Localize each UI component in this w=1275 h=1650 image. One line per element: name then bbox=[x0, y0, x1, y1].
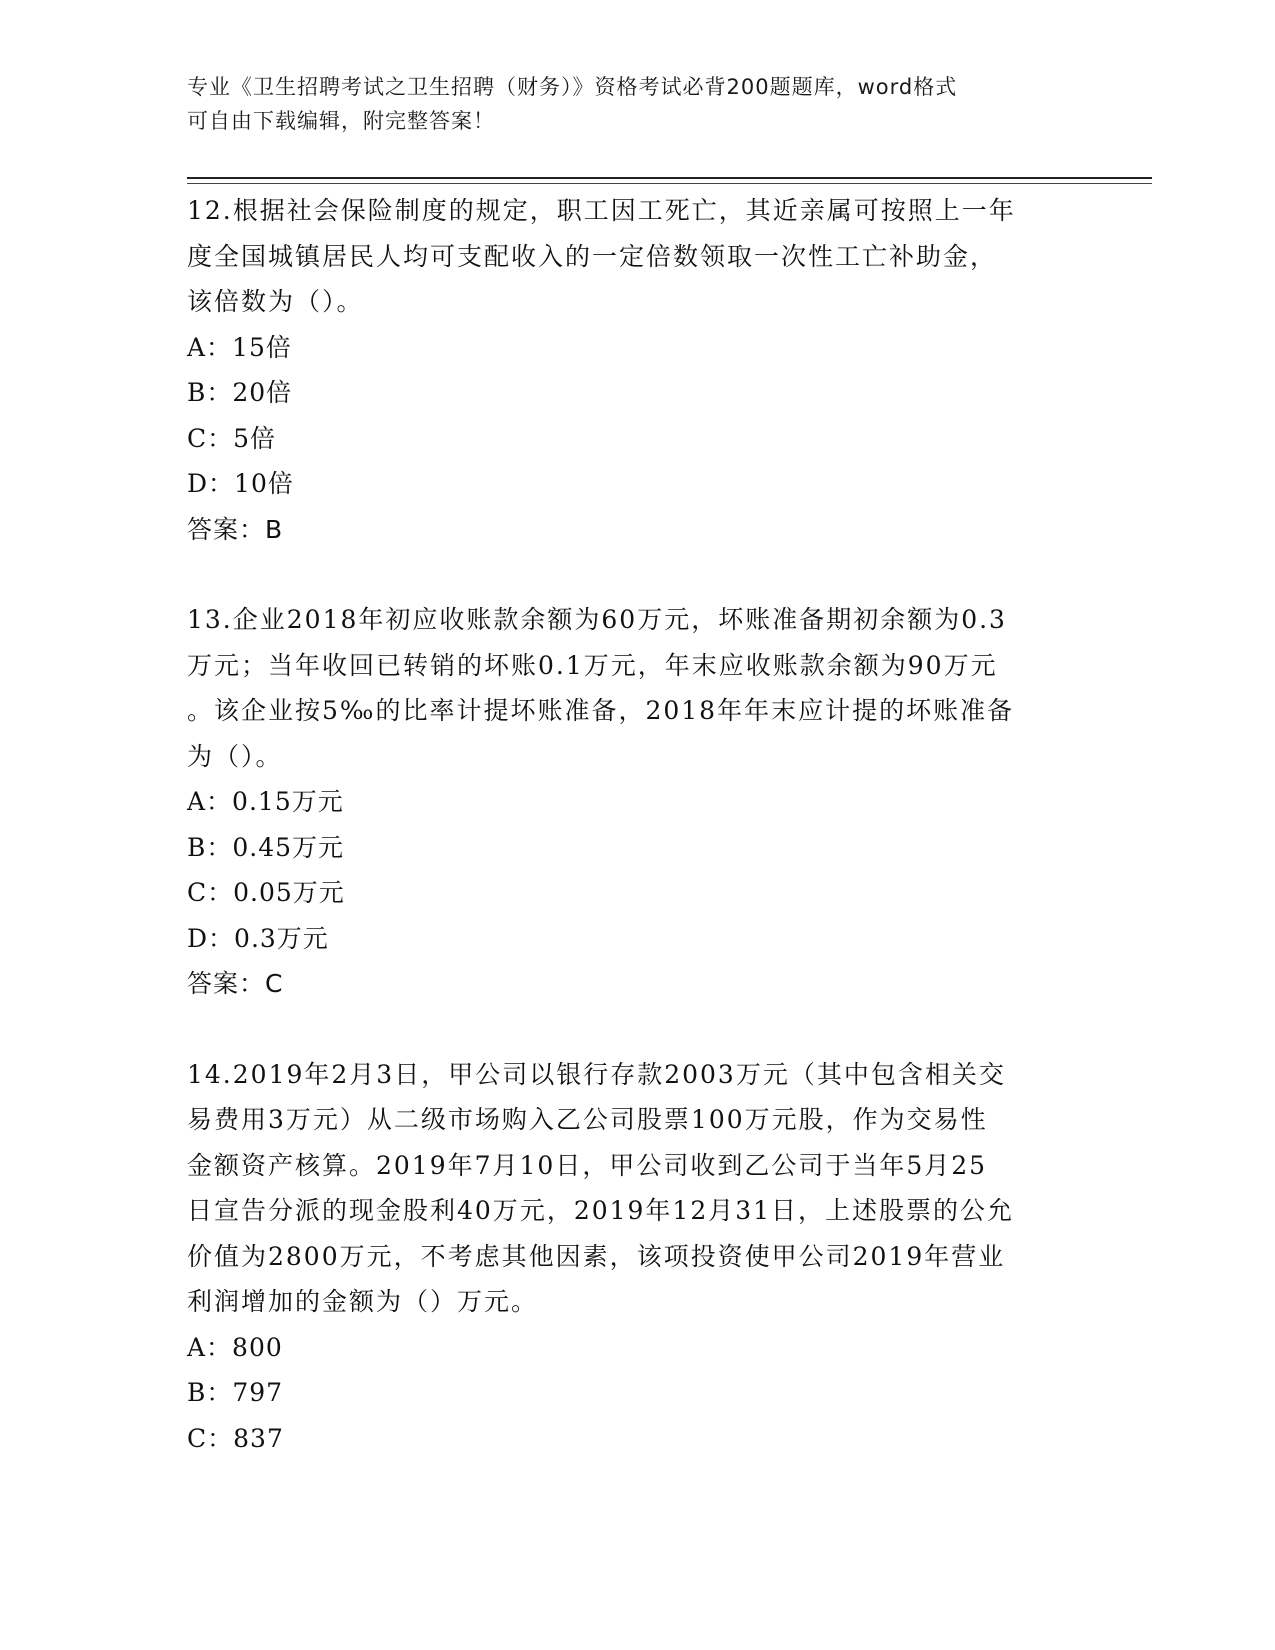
answer-label: 答案：C bbox=[187, 969, 284, 998]
question-text-line: 利润增加的金额为（）万元。 bbox=[187, 1287, 539, 1316]
question-text-line: 该倍数为（）。 bbox=[187, 287, 364, 316]
header-divider-thick bbox=[187, 177, 1152, 179]
question-text-line: 13.企业2018年初应收账款余额为60万元，坏账准备期初余额为0.3 bbox=[187, 605, 1007, 634]
option-b: B：0.45万元 bbox=[187, 832, 345, 862]
header-line: 专业《卫生招聘考试之卫生招聘（财务）》资格考试必背200题题库，word格式 bbox=[187, 75, 958, 99]
option-d: D：0.3万元 bbox=[187, 923, 329, 953]
question-text-line: 12.根据社会保险制度的规定，职工因工死亡，其近亲属可按照上一年 bbox=[187, 196, 1016, 225]
question-text-line: 度全国城镇居民人均可支配收入的一定倍数领取一次性工亡补助金， bbox=[187, 241, 998, 271]
option-a: A：0.15万元 bbox=[187, 787, 344, 816]
question-text-line: 日宣告分派的现金股利40万元，2019年12月31日，上述股票的公允 bbox=[187, 1196, 1015, 1225]
question-text-line: 。该企业按5‰的比率计提坏账准备，2018年年末应计提的坏账准备 bbox=[187, 696, 1015, 725]
option-a: A：15倍 bbox=[187, 332, 292, 362]
option-c: C：5倍 bbox=[187, 423, 277, 453]
question-12 bbox=[187, 188, 1127, 552]
answer-label: 答案：B bbox=[187, 514, 284, 544]
option-c: C：0.05万元 bbox=[187, 878, 345, 907]
question-spacer bbox=[187, 552, 1127, 597]
question-13 bbox=[187, 597, 1127, 1007]
header-divider-thin bbox=[187, 183, 1152, 184]
option-a: A：800 bbox=[187, 1332, 283, 1362]
question-text-line: 价值为2800万元，不考虑其他因素，该项投资使甲公司2019年营业 bbox=[187, 1241, 1006, 1271]
question-text-line: 金额资产核算。2019年7月10日，甲公司收到乙公司于当年5月25 bbox=[187, 1150, 988, 1180]
header-line: 可自由下载编辑，附完整答案！ bbox=[187, 109, 495, 133]
document-header bbox=[187, 70, 1087, 138]
question-text-line: 14.2019年2月3日，甲公司以银行存款2003万元（其中包含相关交 bbox=[187, 1059, 1006, 1089]
question-list bbox=[187, 188, 1127, 1461]
option-b: B：797 bbox=[187, 1378, 284, 1407]
question-text-line: 为（）。 bbox=[187, 741, 283, 771]
option-b: B：20倍 bbox=[187, 378, 293, 407]
option-d: D：10倍 bbox=[187, 469, 294, 498]
question-14 bbox=[187, 1052, 1127, 1462]
question-text-line: 易费用3万元）从二级市场购入乙公司股票100万元股，作为交易性 bbox=[187, 1105, 988, 1134]
option-c: C：837 bbox=[187, 1423, 284, 1453]
question-spacer bbox=[187, 1007, 1127, 1052]
question-text-line: 万元；当年收回已转销的坏账0.1万元，年末应收账款余额为90万元 bbox=[187, 650, 998, 680]
